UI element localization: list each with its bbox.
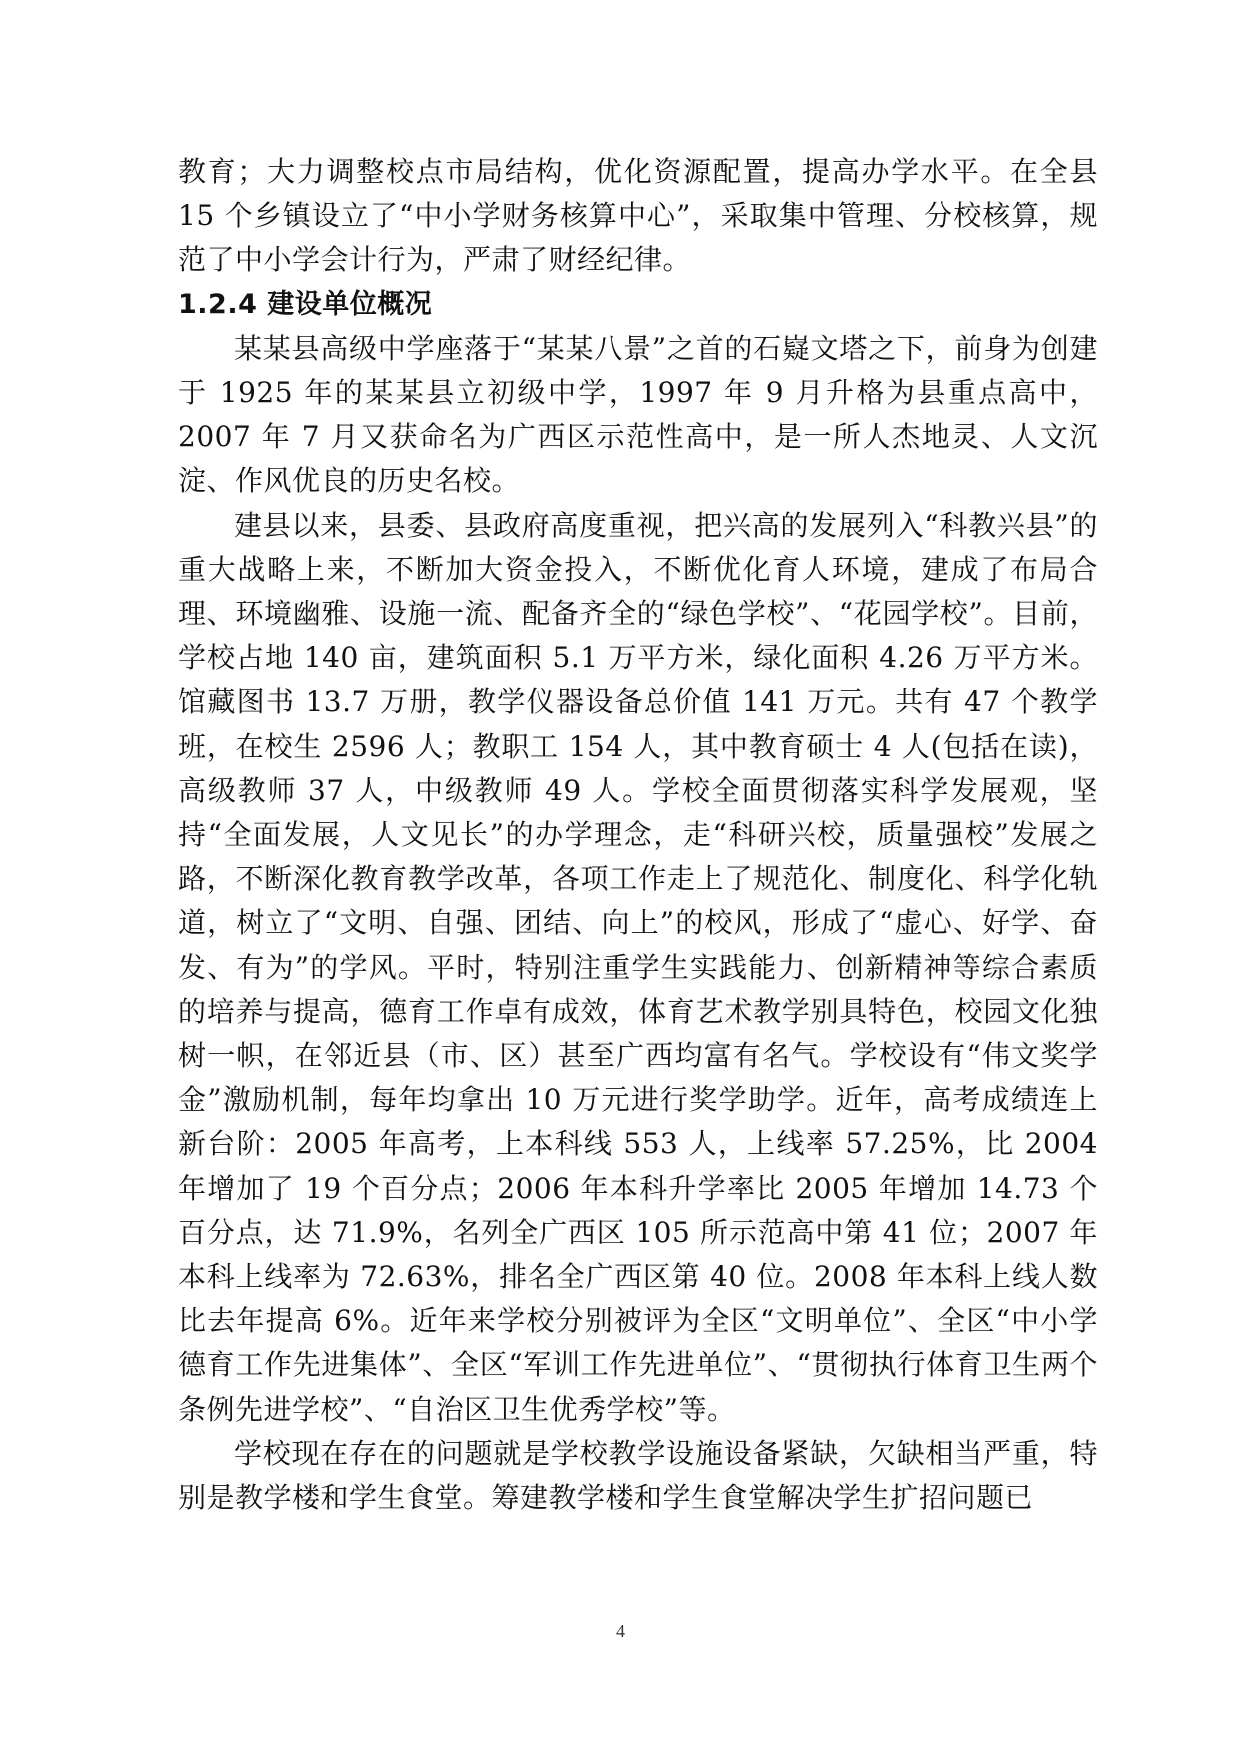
document-body <box>178 150 1098 1520</box>
body-paragraph: 建县以来，县委、县政府高度重视，把兴高的发展列入“科教兴县”的重大战略上来，不断加大资金投入，不断优化育人环境，建成了布局合理、环境幽雅、设施一流、配备齐全的“绿色学校”、“花园学校”。目前，学校占地 140 亩，建筑面积 5.1 万平方米，绿化面积 4.26 万平方米。馆藏图书 13.7 万册，教学仪器设备总价值 141 万元。共有 47 个教学班，在校生 2596 人；教职工 154 人，其中教育硕士 4 人(包括在读)，高级教师 37 人，中级教师 49 人。学校全面贯彻落实科学发展观，坚持“全面发展，人文见长”的办学理念，走“科研兴校，质量强校”发展之路，不断深化教育教学改革，各项工作走上了规范化、制度化、科学化轨道，树立了“文明、自强、团结、向上”的校风，形成了“虚心、好学、奋发、有为”的学风。平时，特别注重学生实践能力、创新精神等综合素质的培养与提高，德育工作卓有成效，体育艺术教学别具特色，校园文化独树一帜，在邻近县（市、区）甚至广西均富有名气。学校设有“伟文奖学金”激励机制，每年均拿出 10 万元进行奖学助学。近年，高考成绩连上新台阶：2005 年高考，上本科线 553 人，上线率 57.25%，比 2004 年增加了 19 个百分点；2006 年本科升学率比 2005 年增加 14.73 个百分点，达 71.9%，名列全广西区 105 所示范高中第 41 位；2007 年本科上线率为 72.63%，排名全广西区第 40 位。2008 年本科上线人数比去年提高 6%。近年来学校分别被评为全区“文明单位”、全区“中小学德育工作先进集体”、全区“军训工作先进单位”、“贯彻执行体育卫生两个条例先进学校”、“自治区卫生优秀学校”等。 <box>178 508 1098 1426</box>
body-paragraph: 某某县高级中学座落于“某某八景”之首的石嶷文塔之下，前身为创建于 1925 年的某某县立初级中学，1997 年 9 月升格为县重点高中，2007 年 7 月又获命名为广西区示范性高中，是一所人杰地灵、人文沉淀、作风优良的历史名校。 <box>178 331 1098 498</box>
body-paragraph: 学校现在存在的问题就是学校教学设施设备紧缺，欠缺相当严重，特别是教学楼和学生食堂。筹建教学楼和学生食堂解决学生扩招问题已 <box>178 1436 1098 1515</box>
body-paragraph: 教育；大力调整校点市局结构，优化资源配置，提高办学水平。在全县 15 个乡镇设立了“中小学财务核算中心”，采取集中管理、分校核算，规范了中小学会计行为，严肃了财经纪律。 <box>178 155 1098 277</box>
page-number: 4 <box>616 1621 625 1641</box>
section-heading: 1.2.4 建设单位概况 <box>178 288 433 320</box>
